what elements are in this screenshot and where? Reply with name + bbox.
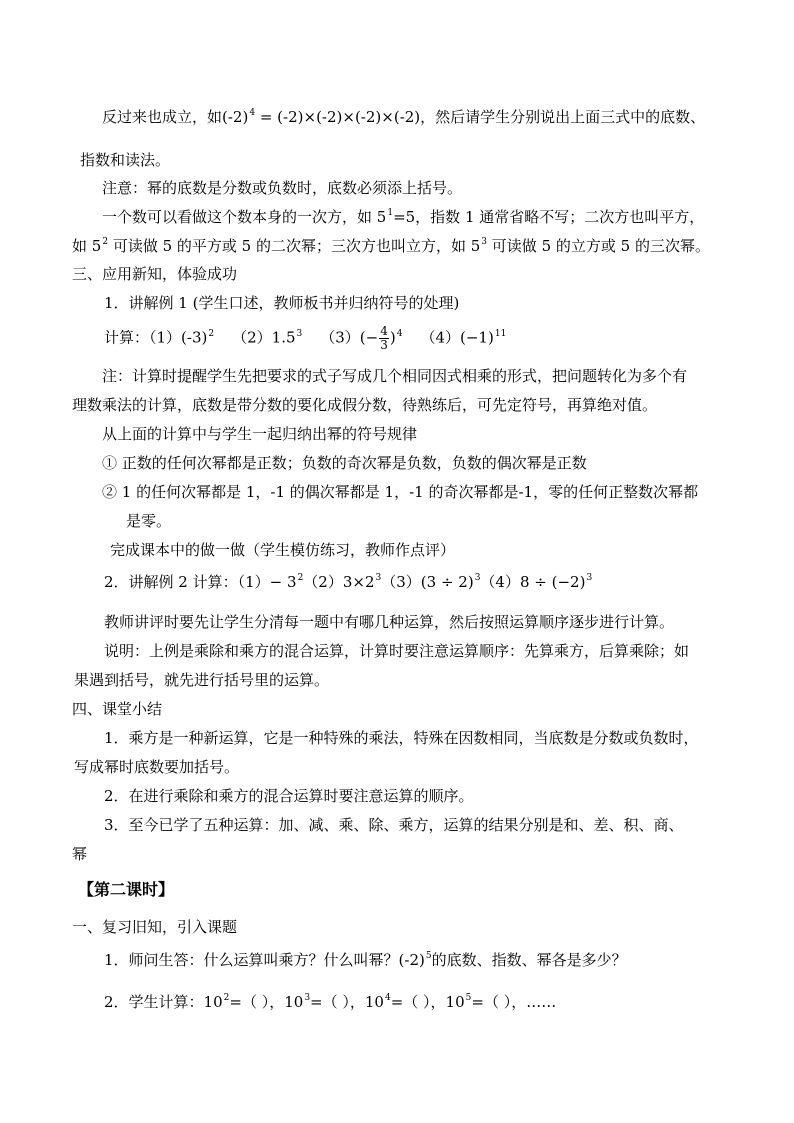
rule-2: ② 1 的任何次幂都是 1，-1 的偶次幂都是 1，-1 的奇次幂都是-1，零的任何正整数次幂都 — [102, 483, 699, 501]
example-1-title: 1．讲解例 1 (学生口述，教师板书并归纳符号的处理) — [104, 294, 460, 312]
problem-2: （2）1.5 — [232, 328, 296, 347]
exponent: 3 — [296, 328, 303, 339]
exponent: 5 — [425, 951, 432, 961]
text: =（ ），10 — [229, 993, 304, 1011]
text-line-1 — [102, 107, 705, 130]
text-line-19: 果遇到括号，就先进行括号里的运算。 — [74, 671, 330, 689]
lesson-heading: 【第二课时】 — [78, 880, 175, 899]
section-heading-4: 四、课堂小结 — [72, 700, 163, 718]
exponent: 3 — [375, 573, 382, 583]
text: 如 5 — [72, 237, 102, 255]
text-line-15: 完成课本中的做一做（学生模仿练习，教师作点评） — [110, 541, 456, 559]
summary-3-cont: 幂 — [72, 845, 88, 863]
numerator: 4 — [380, 324, 388, 338]
rule-2-cont: 是零。 — [126, 512, 172, 530]
exponent: 5 — [465, 993, 472, 1003]
label: 计算： — [104, 328, 150, 347]
question-1 — [104, 950, 627, 973]
text-line-5 — [72, 236, 710, 259]
exponent: 4 — [384, 993, 391, 1003]
note-line: 注意：幂的底数是分数或负数时，底数必须添上括号。 — [102, 179, 463, 197]
text-line-18: 说明：上例是乘除和乘方的混合运算，计算时要注意运算顺序：先算乘方，后算乘除；如 — [104, 642, 690, 660]
text: 反过来也成立，如 — [102, 108, 223, 126]
text: 1．师问生答：什么运算叫乘方？什么叫幂？(-2) — [104, 951, 425, 969]
rule-1: ① 正数的任何次幂都是正数；负数的奇次幂是负数，负数的偶次幂是正数 — [102, 454, 587, 472]
summary-3: 3．至今已学了五种运算：加、减、乘、除、乘方，运算的结果分别是和、差、积、商、 — [104, 816, 684, 834]
text: 一个数可以看做这个数本身的一次方，如 5 — [102, 208, 387, 226]
question-2 — [104, 992, 556, 1015]
section-heading-3: 三、应用新知，体验成功 — [72, 265, 238, 283]
math-base: (-2) — [222, 108, 249, 126]
text: =5，指数 1 通常省略不写；二次方也叫平方， — [393, 208, 705, 226]
text: =（ ），10 — [310, 993, 384, 1011]
exponent: 2 — [102, 237, 109, 247]
text: ) — [389, 328, 396, 347]
denominator: 3 — [380, 338, 388, 352]
section-heading-1: 一、复习旧知，引入课题 — [72, 918, 238, 936]
text-line-10: 理数乘法的计算，底数是带分数的要化成假分数，待熟练后，可先定符号，再算绝对值。 — [72, 396, 658, 414]
math-exponent: 4 — [249, 108, 256, 118]
text: 的底数、指数、幂各是多少？ — [431, 951, 627, 969]
text: 2．讲解例 2 计算：（1）− 3 — [104, 573, 297, 591]
text: 2．学生计算：10 — [104, 993, 223, 1011]
problem-3: （3）(− — [320, 328, 379, 347]
text-line-9: 注：计算时提醒学生先把要求的式子写成几个相同因式相乘的形式，把问题转化为多个有 — [102, 367, 688, 385]
fraction — [379, 325, 389, 352]
exponent: 3 — [481, 237, 488, 247]
text: 可读做 5 的平方或 5 的二次幂；三次方也叫立方，如 5 — [108, 237, 481, 255]
text-line-2: 指数和读法。 — [80, 151, 171, 169]
text-line-11: 从上面的计算中与学生一起归纳出幂的符号规律 — [102, 425, 418, 443]
math-rest: = (-2)×(-2)×(-2)×(-2) — [255, 108, 421, 126]
exponent: 11 — [494, 328, 507, 339]
exponent: 2 — [297, 573, 304, 583]
text: 可读做 5 的立方或 5 的三次幂。 — [487, 237, 710, 255]
summary-2: 2．在进行乘除和乘方的混合运算时要注意运算的顺序。 — [104, 787, 474, 805]
text: （2）3×2 — [303, 573, 375, 591]
text: （3）(3 ÷ 2) — [381, 573, 474, 591]
exponent: 3 — [474, 573, 481, 583]
exponent: 1 — [387, 208, 394, 218]
example-1-problems — [104, 325, 506, 352]
summary-1-cont: 写成幂时底数要加括号。 — [74, 758, 240, 776]
exponent: 2 — [223, 993, 230, 1003]
exponent: 3 — [586, 573, 593, 583]
math-expression — [222, 108, 420, 126]
exponent: 4 — [396, 328, 403, 339]
text: =（ ），…… — [471, 993, 557, 1011]
problem-4: （4）(−1) — [420, 328, 494, 347]
example-2 — [104, 572, 592, 595]
exponent: 3 — [304, 993, 311, 1003]
problem-1: （1）(-3) — [149, 328, 208, 347]
exponent: 2 — [208, 328, 215, 339]
text: ，然后请学生分别说出上面三式中的底数、 — [420, 108, 706, 126]
text: （4）8 ÷ (−2) — [480, 573, 586, 591]
summary-1: 1．乘方是一种新运算，它是一种特殊的乘法，特殊在因数相同，当底数是分数或负数时， — [104, 729, 699, 747]
text: =（ ），10 — [390, 993, 465, 1011]
text-line-4 — [102, 207, 704, 230]
text-line-17: 教师讲评时要先让学生分清每一题中有哪几种运算，然后按照运算顺序逐步进行计算。 — [104, 613, 675, 631]
